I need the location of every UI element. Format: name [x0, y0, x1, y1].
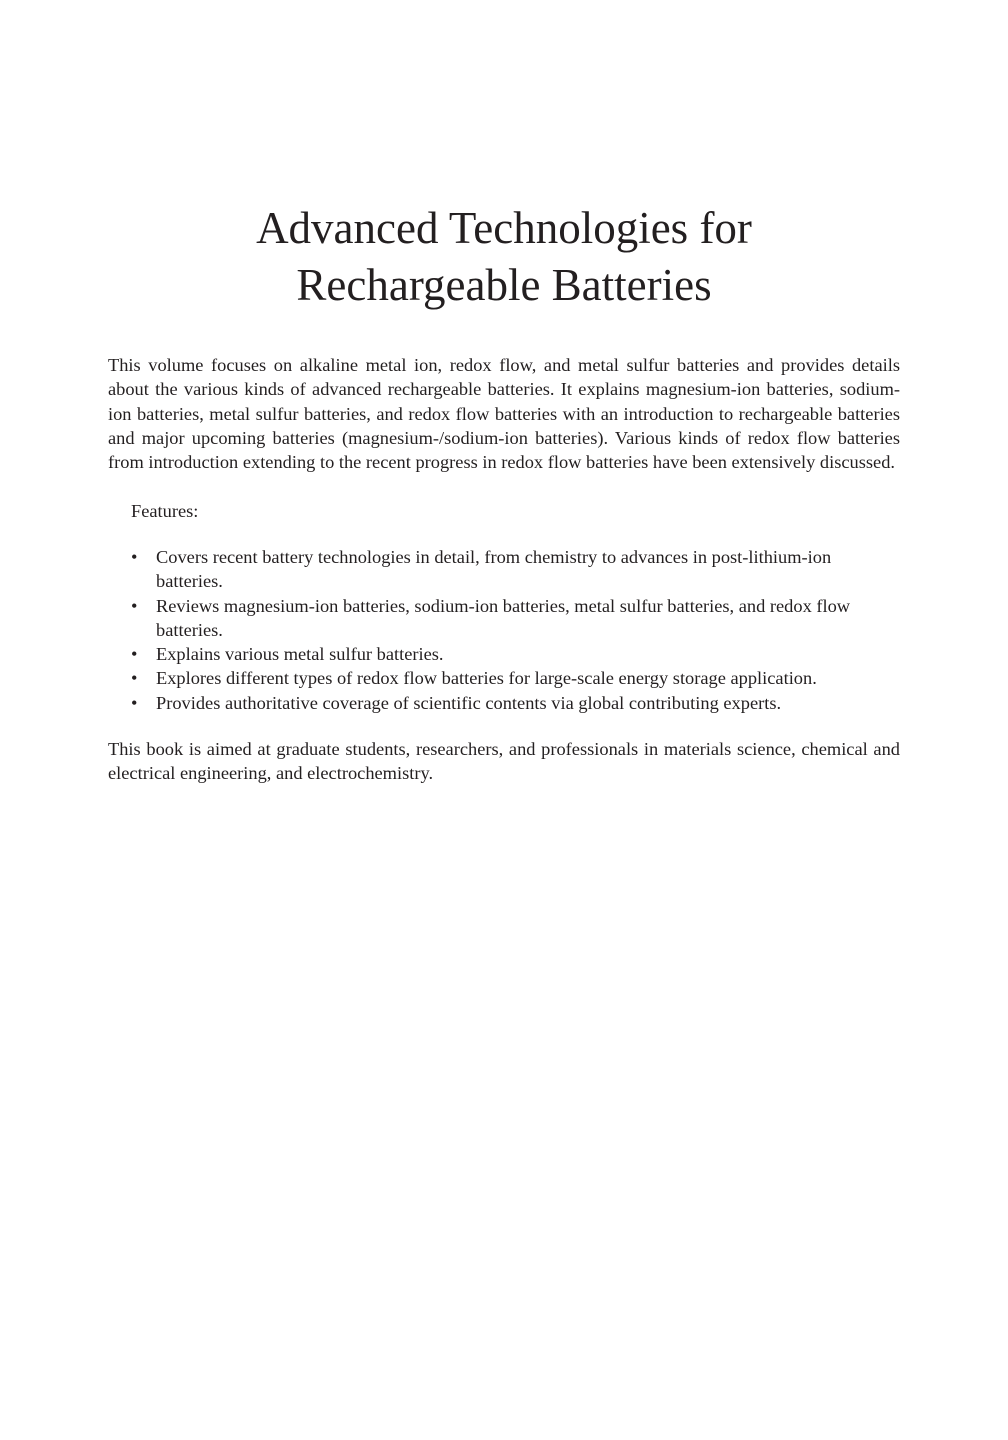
list-item: [108, 642, 900, 666]
book-title-line-2: Rechargeable Batteries: [296, 260, 712, 310]
feature-text: Reviews magnesium-ion batteries, sodium-ion batteries, metal sulfur batteries, and redox flow batteries.: [156, 595, 851, 640]
list-item: [108, 594, 900, 643]
features-list: [108, 545, 900, 715]
book-title: [108, 200, 900, 314]
bullet-icon: •: [131, 692, 138, 713]
list-item: [108, 545, 900, 594]
bullet-icon: •: [131, 644, 138, 665]
intro-paragraph: This volume focuses on alkaline metal ion, redox flow, and metal sulfur batteries and provides details about the various kinds of advanced rechargeable batteries. It explains magnesium-ion batteries, sodium-ion batteries, metal sulfur batteries, and redox flow batteries with an introduction to rechargeable batteries and major upcoming batteries (magnesium-/sodium-ion batteries). Various kinds of redox flow batteries from introduction extending to the recent progress in redox flow batteries have been extensively discussed.: [108, 355, 900, 473]
feature-text: Provides authoritative coverage of scientific contents via global contributing experts.: [156, 692, 782, 713]
book-title-line-1: Advanced Technologies for: [256, 203, 752, 253]
features-label: Features:: [131, 501, 199, 521]
feature-text: Explains various metal sulfur batteries.: [156, 644, 444, 665]
list-item: [108, 666, 900, 690]
feature-text: Covers recent battery technologies in detail, from chemistry to advances in post-lithium-ion batteries.: [156, 547, 832, 592]
feature-text: Explores different types of redox flow batteries for large-scale energy storage application.: [156, 668, 817, 689]
bullet-icon: •: [131, 668, 138, 689]
list-item: [108, 691, 900, 715]
bullet-icon: •: [131, 595, 138, 616]
bullet-icon: •: [131, 547, 138, 567]
closing-paragraph: This book is aimed at graduate students, researchers, and professionals in materials science, chemical and electrical engineering, and electrochemistry.: [108, 739, 900, 784]
